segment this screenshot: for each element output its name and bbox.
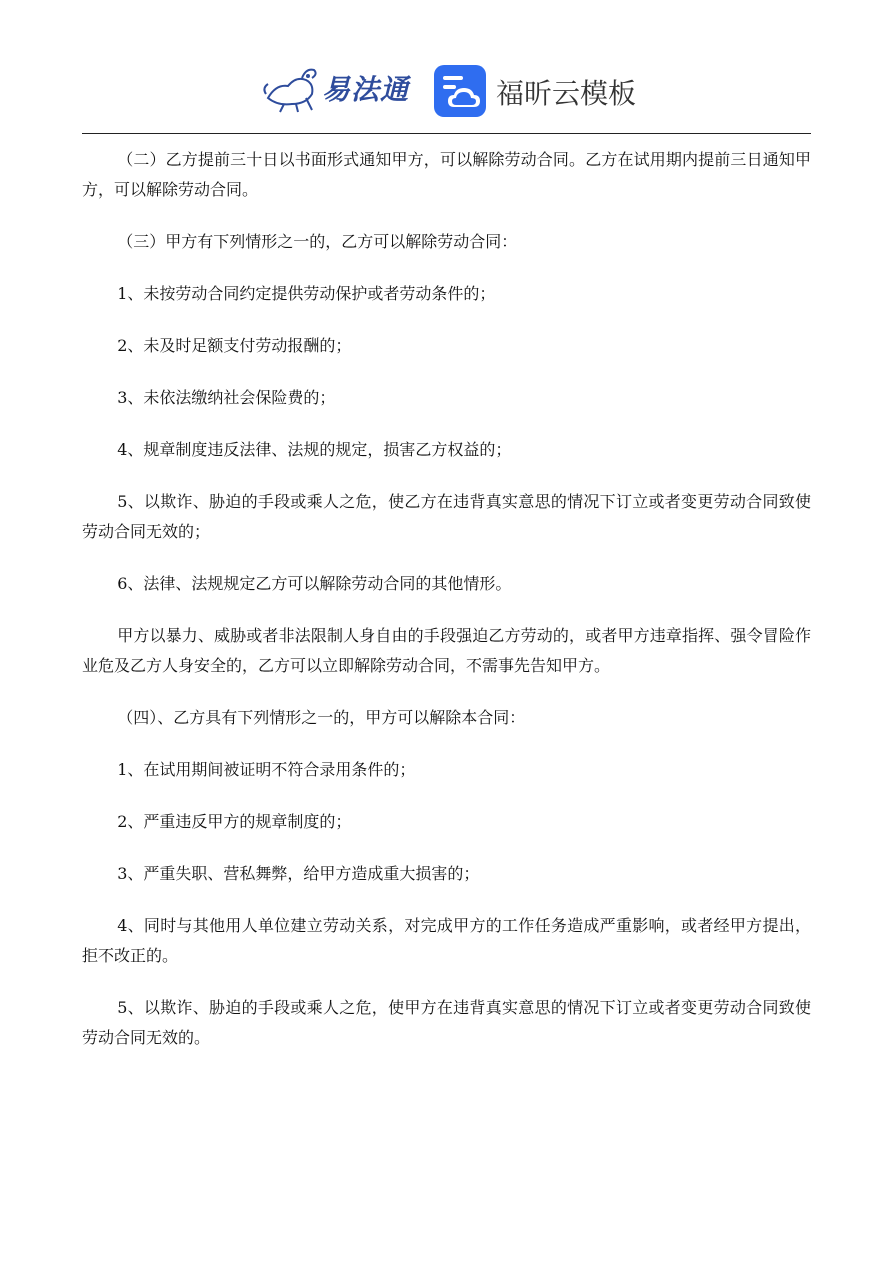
yifatong-logo-text: 易法通 xyxy=(322,73,410,106)
paragraph: 5、以欺诈、胁迫的手段或乘人之危，使乙方在违背真实意思的情况下订立或者变更劳动合同致使劳动合同无效的； xyxy=(82,492,811,541)
foxit-cloud-template-icon xyxy=(434,65,486,117)
page-header xyxy=(0,0,893,134)
paragraph: 2、严重违反甲方的规章制度的； xyxy=(117,812,352,831)
paragraph: （三）甲方有下列情形之一的，乙方可以解除劳动合同： xyxy=(117,232,518,251)
paragraph: 2、未及时足额支付劳动报酬的； xyxy=(117,336,352,355)
paragraph: 4、同时与其他用人单位建立劳动关系，对完成甲方的工作任务造成严重影响，或者经甲方提出，拒不改正的。 xyxy=(82,916,811,965)
paragraph: 1、未按劳动合同约定提供劳动保护或者劳动条件的； xyxy=(117,284,496,303)
paragraph: 3、未依法缴纳社会保险费的； xyxy=(117,388,336,407)
paragraph: 5、以欺诈、胁迫的手段或乘人之危，使甲方在违背真实意思的情况下订立或者变更劳动合同致使劳动合同无效的。 xyxy=(82,998,811,1047)
paragraph: 甲方以暴力、威胁或者非法限制人身自由的手段强迫乙方劳动的，或者甲方违章指挥、强令冒险作业危及乙方人身安全的，乙方可以立即解除劳动合同，不需事先告知甲方。 xyxy=(82,626,811,675)
foxit-template-logo-text: 福昕云模板 xyxy=(496,77,637,110)
header-divider xyxy=(82,133,811,134)
paragraph: （二）乙方提前三十日以书面形式通知甲方，可以解除劳动合同。乙方在试用期内提前三日通知甲方，可以解除劳动合同。 xyxy=(82,150,811,199)
document-body xyxy=(82,145,811,1075)
paragraph: 1、在试用期间被证明不符合录用条件的； xyxy=(117,760,416,779)
paragraph: 6、法律、法规规定乙方可以解除劳动合同的其他情形。 xyxy=(117,574,512,593)
paragraph: 4、规章制度违反法律、法规的规定，损害乙方权益的； xyxy=(117,440,512,459)
paragraph: （四）、乙方具有下列情形之一的，甲方可以解除本合同： xyxy=(117,708,526,727)
paragraph: 3、严重失职、营私舞弊，给甲方造成重大损害的； xyxy=(117,864,480,883)
